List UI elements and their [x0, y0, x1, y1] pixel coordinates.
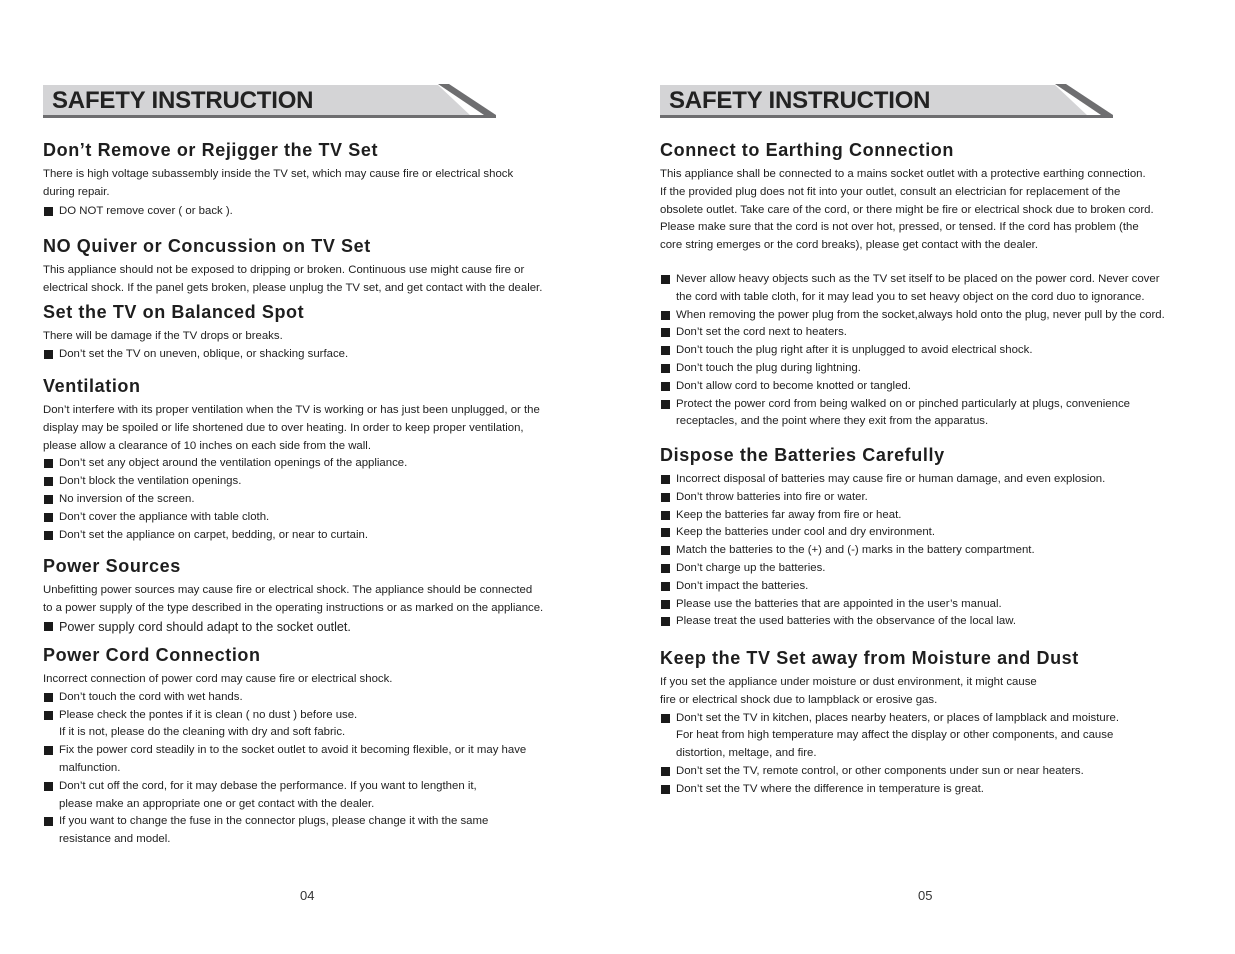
bullet-square-icon: [661, 364, 670, 373]
section-heading: NO Quiver or Concussion on TV Set: [43, 236, 371, 256]
banner-title: SAFETY INSTRUCTION: [52, 87, 314, 114]
section-heading: Ventilation: [43, 376, 141, 396]
bullet-square-icon: [44, 746, 53, 755]
left-page: [43, 0, 588, 954]
section-heading: Power Cord Connection: [43, 645, 261, 665]
bullet-square-icon: [661, 346, 670, 355]
right-page: [660, 0, 1210, 954]
body-line: obsolete outlet. Take care of the cord, or there might be fire or electrical shock due to broken cord.: [660, 203, 1154, 216]
list-item: Don’t set the appliance on carpet, bedding, or near to curtain.: [43, 527, 588, 545]
bullet-square-icon: [44, 495, 53, 504]
list-item: Don’t cover the appliance with table cloth.: [43, 509, 588, 527]
section-ventilation: [43, 375, 588, 544]
body-line: This appliance should not be exposed to dripping or broken. Continuous use might cause fire or: [43, 264, 525, 276]
list-item: Match the batteries to the (+) and (-) marks in the battery compartment.: [660, 542, 1210, 560]
bullet-square-icon: [661, 528, 670, 537]
list-item: Power supply cord should adapt to the socket outlet.: [43, 618, 588, 636]
list-item: Don’t set any object around the ventilation openings of the appliance.: [43, 455, 588, 473]
list-item: Keep the batteries far away from fire or heat.: [660, 507, 1210, 525]
list-item: DO NOT remove cover ( or back ).: [43, 203, 588, 221]
section-power-sources: [43, 555, 588, 636]
bullet-square-icon: [44, 459, 53, 468]
list-item: Don’t throw batteries into fire or water.: [660, 489, 1210, 507]
section-moisture-dust: [660, 647, 1210, 799]
bullet-square-icon: [44, 693, 53, 702]
bullet-square-icon: [661, 714, 670, 723]
section-dont-remove: [43, 139, 588, 220]
list-item: Don’t touch the cord with wet hands.: [43, 689, 588, 707]
body-line: If you set the appliance under moisture or dust environment, it might cause: [660, 676, 1037, 688]
body-line: There is high voltage subassembly inside the TV set, which may cause fire or electrical shock: [43, 168, 514, 180]
list-item: Don’t set the TV, remote control, or other components under sun or near heaters.: [660, 763, 1210, 781]
section-heading: Dispose the Batteries Carefully: [660, 445, 945, 465]
bullet-square-icon: [661, 400, 670, 409]
bullet-square-icon: [44, 531, 53, 540]
bullet-square-icon: [661, 767, 670, 776]
body-line: Unbefitting power sources may cause fire or electrical shock. The appliance should be connected: [43, 584, 533, 596]
body-line: This appliance shall be connected to a mains socket outlet with a protective earthing connection.: [660, 168, 1146, 180]
section-batteries: [660, 444, 1210, 631]
bullet-square-icon: [661, 785, 670, 794]
section-power-cord: [43, 644, 588, 849]
list-item: Never allow heavy objects such as the TV set itself to be placed on the power cord. Never cover the cord with table cloth, for it may lead you to set heavy object on the cord duo to ignorance.: [660, 271, 1210, 307]
bullet-square-icon: [661, 546, 670, 555]
bullet-square-icon: [44, 711, 53, 720]
list-item: Don’t allow cord to become knotted or tangled.: [660, 378, 1210, 396]
body-line: display may be spoiled or life shortened due to over heating. In order to keep proper ventilation,: [43, 421, 524, 434]
bullet-square-icon: [661, 475, 670, 484]
page-number: 04: [300, 888, 315, 903]
body-line: Please make sure that the cord is not over hot, pressed, or tensed. If the cord has problem (the: [660, 221, 1139, 234]
list-item: Fix the power cord steadily in to the socket outlet to avoid it becoming flexible, or it may have malfunction.: [43, 742, 588, 778]
bullet-square-icon: [44, 513, 53, 522]
list-item: Please use the batteries that are appointed in the user’s manual.: [660, 596, 1210, 614]
list-item: Don’t block the ventilation openings.: [43, 473, 588, 491]
list-item: Keep the batteries under cool and dry environment.: [660, 524, 1210, 542]
list-item: Don’t set the TV on uneven, oblique, or shacking surface.: [43, 346, 588, 364]
list-item: Don’t touch the plug during lightning.: [660, 360, 1210, 378]
bullet-square-icon: [661, 617, 670, 626]
body-line: Don’t interfere with its proper ventilation when the TV is working or has just been unplugged, or the: [43, 404, 540, 416]
bullet-square-icon: [44, 817, 53, 826]
list-item: If you want to change the fuse in the connector plugs, please change it with the same resistance and model.: [43, 813, 588, 849]
body-line: core string emerges or the cord breaks), please get contact with the dealer.: [660, 239, 1038, 252]
bullet-square-icon: [44, 207, 53, 216]
body-line: during repair.: [43, 185, 110, 198]
bullet-square-icon: [661, 511, 670, 520]
body-line: Incorrect connection of power cord may cause fire or electrical shock.: [43, 673, 393, 685]
list-item: Don’t set the cord next to heaters.: [660, 324, 1210, 342]
body-line: please allow a clearance of 10 inches on each side from the wall.: [43, 439, 371, 452]
bullet-square-icon: [661, 275, 670, 284]
section-heading: Connect to Earthing Connection: [660, 140, 954, 160]
bullet-square-icon: [661, 600, 670, 609]
bullet-square-icon: [661, 564, 670, 573]
section-heading: Set the TV on Balanced Spot: [43, 302, 305, 322]
bullet-square-icon: [44, 622, 53, 631]
bullet-square-icon: [661, 382, 670, 391]
section-heading: Power Sources: [43, 556, 181, 576]
body-line: to a power supply of the type described in the operating instructions or as marked on the appliance.: [43, 601, 544, 614]
bullet-square-icon: [44, 350, 53, 359]
section-banner: [43, 84, 498, 118]
list-item: Don’t impact the batteries.: [660, 578, 1210, 596]
list-item: Protect the power cord from being walked on or pinched particularly at plugs, convenience receptacles, and the point where they exit from the apparatus.: [660, 396, 1210, 432]
section-heading: Keep the TV Set away from Moisture and Dust: [660, 648, 1079, 668]
bullet-square-icon: [661, 582, 670, 591]
list-item: Please treat the used batteries with the observance of the local law.: [660, 613, 1210, 631]
page-number: 05: [918, 888, 933, 903]
bullet-square-icon: [661, 328, 670, 337]
bullet-square-icon: [661, 311, 670, 320]
section-no-quiver: [43, 235, 588, 298]
bullet-square-icon: [44, 477, 53, 486]
section-banner: [660, 84, 1115, 118]
bullet-square-icon: [44, 782, 53, 791]
list-item: No inversion of the screen.: [43, 491, 588, 509]
list-item: Don’t touch the plug right after it is unplugged to avoid electrical shock.: [660, 342, 1210, 360]
body-line: fire or electrical shock due to lampblack or erosive gas.: [660, 693, 938, 706]
list-item: When removing the power plug from the socket,always hold onto the plug, never pull by the cord.: [660, 307, 1210, 325]
list-item: Don’t cut off the cord, for it may debase the performance. If you want to lengthen it, please make an appropriate one or get contact with the dealer.: [43, 778, 588, 814]
body-line: There will be damage if the TV drops or breaks.: [43, 330, 283, 342]
section-heading: Don’t Remove or Rejigger the TV Set: [43, 140, 379, 160]
list-item: Please check the pontes if it is clean ( no dust ) before use. If it is not, please do the cleaning with dry and soft fabric.: [43, 707, 588, 743]
body-line: electrical shock. If the panel gets broken, please unplug the TV set, and get contact with the dealer.: [43, 281, 543, 294]
section-earthing: [660, 139, 1210, 431]
body-line: If the provided plug does not fit into your outlet, consult an electrician for replacement of the: [660, 185, 1121, 198]
list-item: Don’t set the TV where the difference in temperature is great.: [660, 781, 1210, 799]
spacer: [660, 255, 1210, 271]
list-item: Don’t set the TV in kitchen, places nearby heaters, or places of lampblack and moisture. For heat from high temperature may affect the display or other components, and cause distortion, meltage, and fire.: [660, 710, 1210, 763]
banner-title: SAFETY INSTRUCTION: [669, 87, 931, 114]
list-item: Don’t charge up the batteries.: [660, 560, 1210, 578]
list-item: Incorrect disposal of batteries may cause fire or human damage, and even explosion.: [660, 471, 1210, 489]
bullet-square-icon: [661, 493, 670, 502]
section-balanced-spot: [43, 301, 588, 364]
